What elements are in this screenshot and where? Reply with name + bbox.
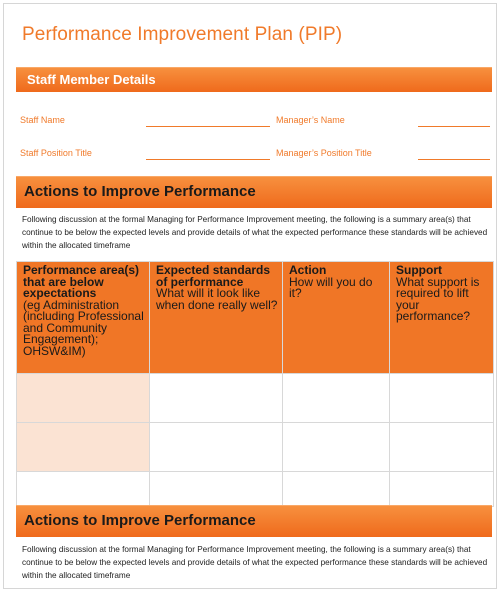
table-cell[interactable]: [283, 472, 390, 507]
table-row: [17, 423, 494, 472]
manager-name-field[interactable]: [418, 126, 490, 127]
staff-position-label: Staff Position Title: [20, 148, 92, 158]
column-header-expected-standards: [150, 262, 283, 374]
table-cell[interactable]: [390, 472, 494, 507]
manager-position-field[interactable]: [418, 159, 490, 160]
staff-position-field[interactable]: [146, 159, 270, 160]
column-title: Performance area(s) that are below expectations: [23, 263, 140, 300]
document-title-paren: (PIP): [298, 24, 343, 45]
staff-name-field[interactable]: [146, 126, 270, 127]
document-title-main: Performance Improvement Plan: [22, 24, 294, 45]
manager-name-label: Manager’s Name: [276, 115, 345, 125]
actions-section-header: Actions to Improve Performance: [16, 176, 492, 208]
table-cell[interactable]: [283, 374, 390, 423]
column-subtitle: (eg Administration (including Professional and Community Engagement); OHSW&IM): [23, 297, 144, 358]
performance-plan-table: [16, 261, 494, 507]
table-cell[interactable]: [283, 423, 390, 472]
staff-details-header: Staff Member Details: [16, 67, 492, 92]
column-title: Expected standards of performance: [156, 263, 271, 289]
table-cell[interactable]: [17, 423, 150, 472]
table-cell[interactable]: [390, 374, 494, 423]
column-title: Support: [396, 263, 442, 277]
table-header-row: [17, 262, 494, 374]
column-header-support: [390, 262, 494, 374]
actions-section-header-2: Actions to Improve Performance: [16, 505, 492, 537]
table-cell[interactable]: [150, 423, 283, 472]
table-cell[interactable]: [390, 423, 494, 472]
column-header-action: [283, 262, 390, 374]
table-row: [17, 472, 494, 507]
table-row: [17, 374, 494, 423]
column-subtitle: What support is required to lift your performance?: [396, 274, 480, 323]
table-cell[interactable]: [150, 374, 283, 423]
table-cell[interactable]: [17, 374, 150, 423]
manager-position-label: Manager’s Position Title: [276, 148, 372, 158]
column-header-performance-areas: [17, 262, 150, 374]
actions-section-paragraph-2: Following discussion at the formal Managing for Performance Improvement meeting, the following is a summary area(s) that continue to be below the expected levels and provide details of what the expected performance these standards will be achieved within the allocated timeframe: [22, 545, 488, 580]
pip-document-page: [3, 3, 497, 589]
table-cell[interactable]: [17, 472, 150, 507]
column-subtitle: How will you do it?: [289, 274, 373, 300]
document-title: [22, 24, 342, 46]
column-subtitle: What will it look like when done really well?: [156, 286, 278, 312]
column-title: Action: [289, 263, 327, 277]
actions-section-paragraph: Following discussion at the formal Managing for Performance Improvement meeting, the following is a summary area(s) that continue to be below the expected levels and provide details of what the expected performance these standards will be achieved within the allocated timeframe: [22, 215, 488, 250]
staff-name-label: Staff Name: [20, 115, 65, 125]
table-cell[interactable]: [150, 472, 283, 507]
